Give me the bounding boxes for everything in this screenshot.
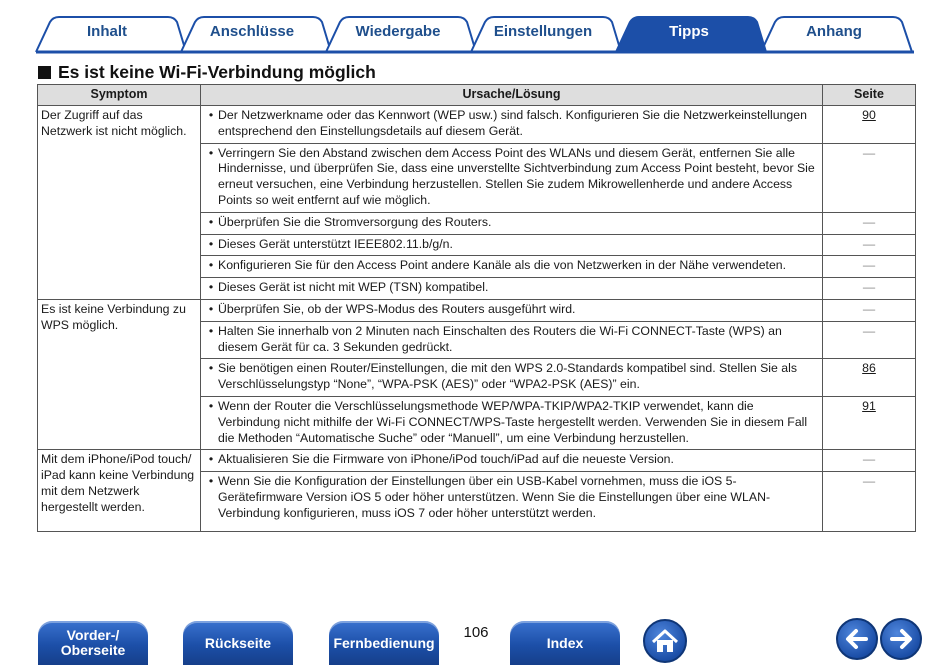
cause-cell [201,278,823,300]
cause-cell [201,106,823,144]
home-button[interactable] [643,619,687,663]
cause-text: Konfigurieren Sie für den Access Point andere Kanäle als die von Netzwerken in der Nähe verwendeten. [218,258,787,273]
header-cause: Ursache/Lösung [201,85,823,106]
page-cell [823,472,916,532]
page-cell[interactable] [823,106,916,144]
cause-cell [201,450,823,472]
page-dash: — [862,214,876,229]
bullet-icon: • [208,236,214,251]
cause-cell [201,234,823,256]
section-heading [38,61,376,83]
bullet-icon: • [208,145,214,160]
cause-cell [201,321,823,359]
tab-anschluesse[interactable]: Anschlüsse [209,23,295,40]
table-header-row [38,85,916,106]
header-symptom: Symptom [38,85,201,106]
cause-cell [201,472,823,532]
cause-text: Wenn Sie die Konfiguration der Einstellungen über ein USB-Kabel vornehmen, muss die iOS 5-Gerätefirmware Version iOS 5 oder höher unterstützen. Wenn Sie die Einstellungen über eine WLAN-Verbindung konfigurieren, muss iOS 7 oder höher unterstützt werden. [218,474,771,520]
page-link[interactable]: 90 [862,108,876,122]
cause-text: Sie benötigen einen Router/Einstellungen, die mit den WPS 2.0-Standards kompatibel sind. Stellen Sie als Verschlüsselungstyp “None”, “WPA-PSK (AES)” oder “WPA2-PSK (AES)” ein. [218,361,797,392]
bullet-icon: • [208,398,214,413]
tab-bar [0,0,950,56]
tab-einstellungen[interactable]: Einstellungen [493,23,593,40]
cause-text: Wenn der Router die Verschlüsselungsmethode WEP/WPA-TKIP/WPA2-TKIP verwendet, kann die Verbindung nicht mithilfe der Wi-Fi CONNECT/WPS-Taste hergestellt werden. Verwenden Sie in diesem Fall die Methoden “Automatische Suche” oder “Manuell”, um eine Verbindung herzustellen. [218,398,808,445]
cause-cell [201,359,823,397]
page-dash: — [862,452,876,467]
front-top-label-line2: Oberseite [60,642,126,658]
page-cell [823,321,916,359]
page-cell [823,450,916,472]
page-number: 106 [463,624,489,641]
page-dash: — [862,323,876,338]
bullet-icon: • [208,452,214,467]
page-dash: — [862,258,876,273]
tab-wiedergabe[interactable]: Wiedergabe [355,23,441,40]
remote-button[interactable]: Fernbedienung [329,621,439,665]
tab-tipps[interactable]: Tipps [669,23,709,40]
cause-text: Halten Sie innerhalb von 2 Minuten nach Einschalten des Routers die Wi-Fi CONNECT-Taste (WPS) an diesem Gerät für ca. 3 Sekunden gedrückt. [218,323,782,354]
back-button[interactable] [836,618,878,660]
cause-cell [201,212,823,234]
page-cell [823,256,916,278]
bullet-icon: • [208,323,214,338]
tab-anhang[interactable]: Anhang [806,23,862,40]
page-cell [823,299,916,321]
page-dash: — [862,280,876,295]
bullet-icon: • [208,214,214,229]
bullet-icon: • [208,108,214,122]
page-dash: — [862,236,876,251]
table-row [38,106,916,144]
page-cell [823,234,916,256]
symptom-cell: Es ist keine Verbindung zu WPS möglich. [38,299,201,449]
index-button[interactable]: Index [510,621,620,665]
cause-text: Verringern Sie den Abstand zwischen dem Access Point des WLANs und diesem Gerät, entfernen Sie alle Hindernisse, und überprüfen Sie, dass eine unverstellte Sichtverbindung zum Access Point besteht, bevor Sie erneut versuchen, eine Verbindung herzustellen. Stellen Sie zudem Mikrowellenherde und andere Access Points so weit entfernt auf wie möglich. [218,145,815,207]
page-link[interactable]: 91 [862,398,876,413]
cause-text: Aktualisieren Sie die Firmware von iPhone/iPod touch/iPad auf die neueste Version. [218,452,674,467]
cause-text: Überprüfen Sie die Stromversorgung des Routers. [218,214,492,229]
page-dash: — [862,145,876,160]
home-icon [645,621,685,661]
table-row [38,299,916,321]
page-cell[interactable] [823,396,916,449]
page-cell [823,278,916,300]
page-dash: — [862,301,876,316]
bullet-icon: • [208,280,214,295]
symptom-cell: Mit dem iPhone/iPod touch/ iPad kann keine Verbindung mit dem Netzwerk hergestellt werden. [38,450,201,532]
forward-button[interactable] [880,618,922,660]
cause-cell [201,396,823,449]
page-cell [823,212,916,234]
cause-text: Überprüfen Sie, ob der WPS-Modus des Routers ausgeführt wird. [218,301,576,316]
symptom-cell: Der Zugriff auf das Netzwerk ist nicht möglich. [38,106,201,300]
cause-text: Dieses Gerät unterstützt IEEE802.11.b/g/n. [218,236,453,251]
square-bullet-icon [38,66,51,79]
bullet-icon: • [208,474,214,489]
bullet-icon: • [208,258,214,273]
rear-button[interactable]: Rückseite [183,621,293,665]
cause-text: Dieses Gerät ist nicht mit WEP (TSN) kompatibel. [218,280,489,295]
bullet-icon: • [208,361,214,376]
front-top-button[interactable] [38,621,148,665]
front-top-label-line1: Vorder-/ [66,627,120,643]
cause-cell [201,299,823,321]
cause-text: Der Netzwerkname oder das Kennwort (WEP usw.) sind falsch. Konfigurieren Sie die Netzwerkeinstellungen entsprechend den Einstellungsdetails auf diesem Gerät. [218,108,807,138]
tab-inhalt[interactable]: Inhalt [87,23,127,40]
cause-cell [201,256,823,278]
page-cell[interactable] [823,359,916,397]
cause-cell [201,143,823,212]
header-page: Seite [823,85,916,106]
arrow-left-icon [838,620,876,658]
arrow-right-icon [882,620,920,658]
bullet-icon: • [208,301,214,316]
page-dash: — [862,474,876,489]
page-link[interactable]: 86 [862,361,876,376]
table-row [38,450,916,472]
troubleshooting-table [37,84,916,532]
page-cell [823,143,916,212]
section-title: Es ist keine Wi-Fi-Verbindung möglich [58,61,376,82]
